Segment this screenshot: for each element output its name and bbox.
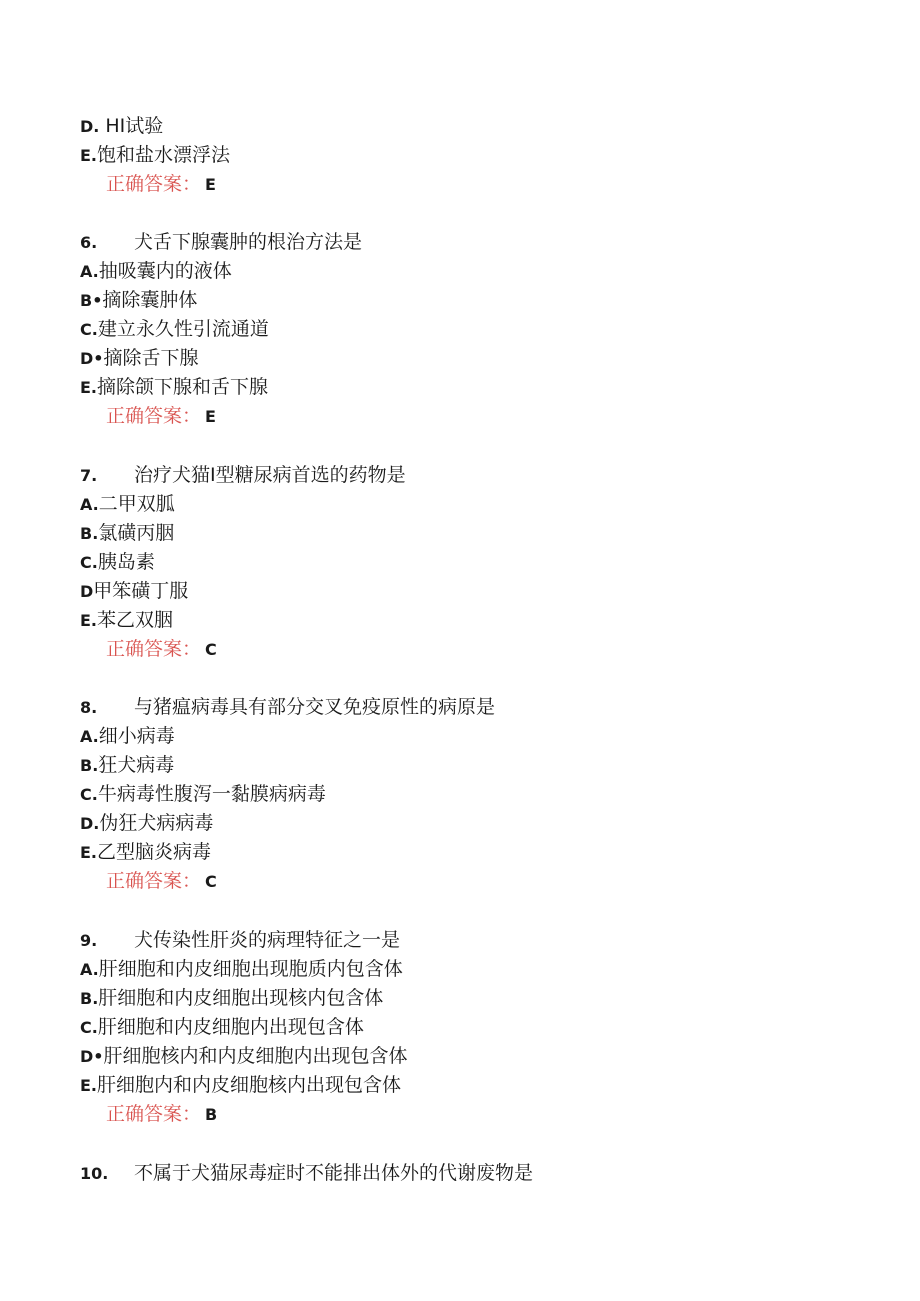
option-letter: B.	[80, 524, 99, 543]
option-c	[80, 316, 269, 343]
question-text: 犬舌下腺囊肿的根治方法是	[134, 231, 363, 253]
option-letter: E.	[80, 1076, 98, 1095]
option-letter: B.	[80, 989, 99, 1008]
option-letter: E.	[80, 146, 98, 165]
option-letter: D•	[80, 1047, 104, 1066]
question-number: 7.	[80, 466, 98, 485]
option-text: 伪狂犬病病毒	[99, 812, 214, 834]
option-text: 狂犬病毒	[98, 754, 175, 776]
option-letter: C.	[80, 320, 98, 339]
question-10	[80, 1160, 533, 1187]
answer-value: B	[205, 1105, 218, 1124]
option-text: 氯磺丙胭	[98, 522, 175, 544]
option-text: 摘除囊肿体	[102, 289, 198, 311]
question-7	[80, 462, 406, 489]
option-letter: B.	[80, 756, 99, 775]
option-letter: D.	[80, 814, 100, 833]
question-text: 不属于犬猫尿毒症时不能排出体外的代谢废物是	[134, 1162, 534, 1184]
option-letter: C.	[80, 553, 98, 572]
option-e	[80, 142, 230, 169]
option-text: HI试验	[99, 115, 164, 137]
option-a	[80, 258, 232, 285]
option-d	[80, 345, 199, 372]
option-c	[80, 781, 326, 808]
option-letter: A.	[80, 960, 99, 979]
answer-value: C	[205, 872, 217, 891]
answer-value: E	[205, 175, 216, 194]
question-number: 6.	[80, 233, 98, 252]
option-text: 细小病毒	[98, 725, 175, 747]
question-9	[80, 927, 400, 954]
option-d	[80, 113, 163, 140]
option-b	[80, 985, 383, 1012]
answer-label: 正确答案：	[106, 405, 202, 427]
option-text: 建立永久性引流通道	[97, 318, 269, 340]
option-b	[80, 752, 174, 779]
correct-answer	[106, 636, 217, 663]
option-d	[80, 810, 213, 837]
question-number: 9.	[80, 931, 98, 950]
option-a	[80, 491, 175, 518]
option-e	[80, 607, 173, 634]
option-text: 肝细胞和内皮细胞出现胞质内包含体	[98, 958, 403, 980]
option-d	[80, 1043, 408, 1070]
answer-label: 正确答案：	[106, 173, 202, 195]
option-text: 饱和盐水漂浮法	[97, 144, 231, 166]
option-letter: A.	[80, 727, 99, 746]
option-d	[80, 578, 188, 605]
question-number: 10.	[80, 1164, 109, 1183]
answer-value: E	[205, 407, 216, 426]
option-text: 甲笨磺丁服	[93, 580, 189, 602]
answer-label: 正确答案：	[106, 638, 202, 660]
option-letter: D.	[80, 117, 100, 136]
option-letter: E.	[80, 843, 98, 862]
option-c	[80, 549, 155, 576]
option-text: 摘除舌下腺	[103, 347, 199, 369]
option-letter: D•	[80, 349, 104, 368]
question-6	[80, 229, 362, 256]
question-text: 犬传染性肝炎的病理特征之一是	[134, 929, 401, 951]
option-text: 摘除颌下腺和舌下腺	[97, 376, 269, 398]
correct-answer	[106, 171, 216, 198]
option-text: 抽吸囊内的液体	[98, 260, 232, 282]
option-e	[80, 839, 211, 866]
option-e	[80, 374, 268, 401]
option-letter: A.	[80, 262, 99, 281]
option-c	[80, 1014, 364, 1041]
option-text: 胰岛素	[97, 551, 155, 573]
option-a	[80, 956, 403, 983]
option-text: 二甲双胍	[98, 493, 175, 515]
option-text: 肝细胞内和内皮细胞核内出现包含体	[97, 1074, 402, 1096]
answer-value: C	[205, 640, 217, 659]
option-text: 肝细胞和内皮细胞内出现包含体	[97, 1016, 364, 1038]
correct-answer	[106, 1101, 217, 1128]
answer-label: 正确答案：	[106, 1103, 202, 1125]
question-8	[80, 694, 495, 721]
option-a	[80, 723, 175, 750]
option-text: 苯乙双胭	[97, 609, 174, 631]
correct-answer	[106, 403, 216, 430]
option-letter: E.	[80, 378, 98, 397]
answer-label: 正确答案：	[106, 870, 202, 892]
option-letter: B•	[80, 291, 103, 310]
option-letter: C.	[80, 1018, 98, 1037]
option-b	[80, 287, 197, 314]
option-text: 肝细胞和内皮细胞出现核内包含体	[98, 987, 384, 1009]
option-letter: C.	[80, 785, 98, 804]
option-letter: A.	[80, 495, 99, 514]
option-text: 牛病毒性腹泻一黏膜病病毒	[97, 783, 326, 805]
option-letter: E.	[80, 611, 98, 630]
option-e	[80, 1072, 401, 1099]
option-text: 肝细胞核内和内皮细胞内出现包含体	[103, 1045, 408, 1067]
question-text: 与猪瘟病毒具有部分交叉免疫原性的病原是	[134, 696, 496, 718]
correct-answer	[106, 868, 217, 895]
question-number: 8.	[80, 698, 98, 717]
question-text: 治疗犬猫I型糖尿病首选的药物是	[134, 464, 406, 486]
option-b	[80, 520, 174, 547]
option-text: 乙型脑炎病毒	[97, 841, 212, 863]
option-letter: D	[80, 582, 94, 601]
